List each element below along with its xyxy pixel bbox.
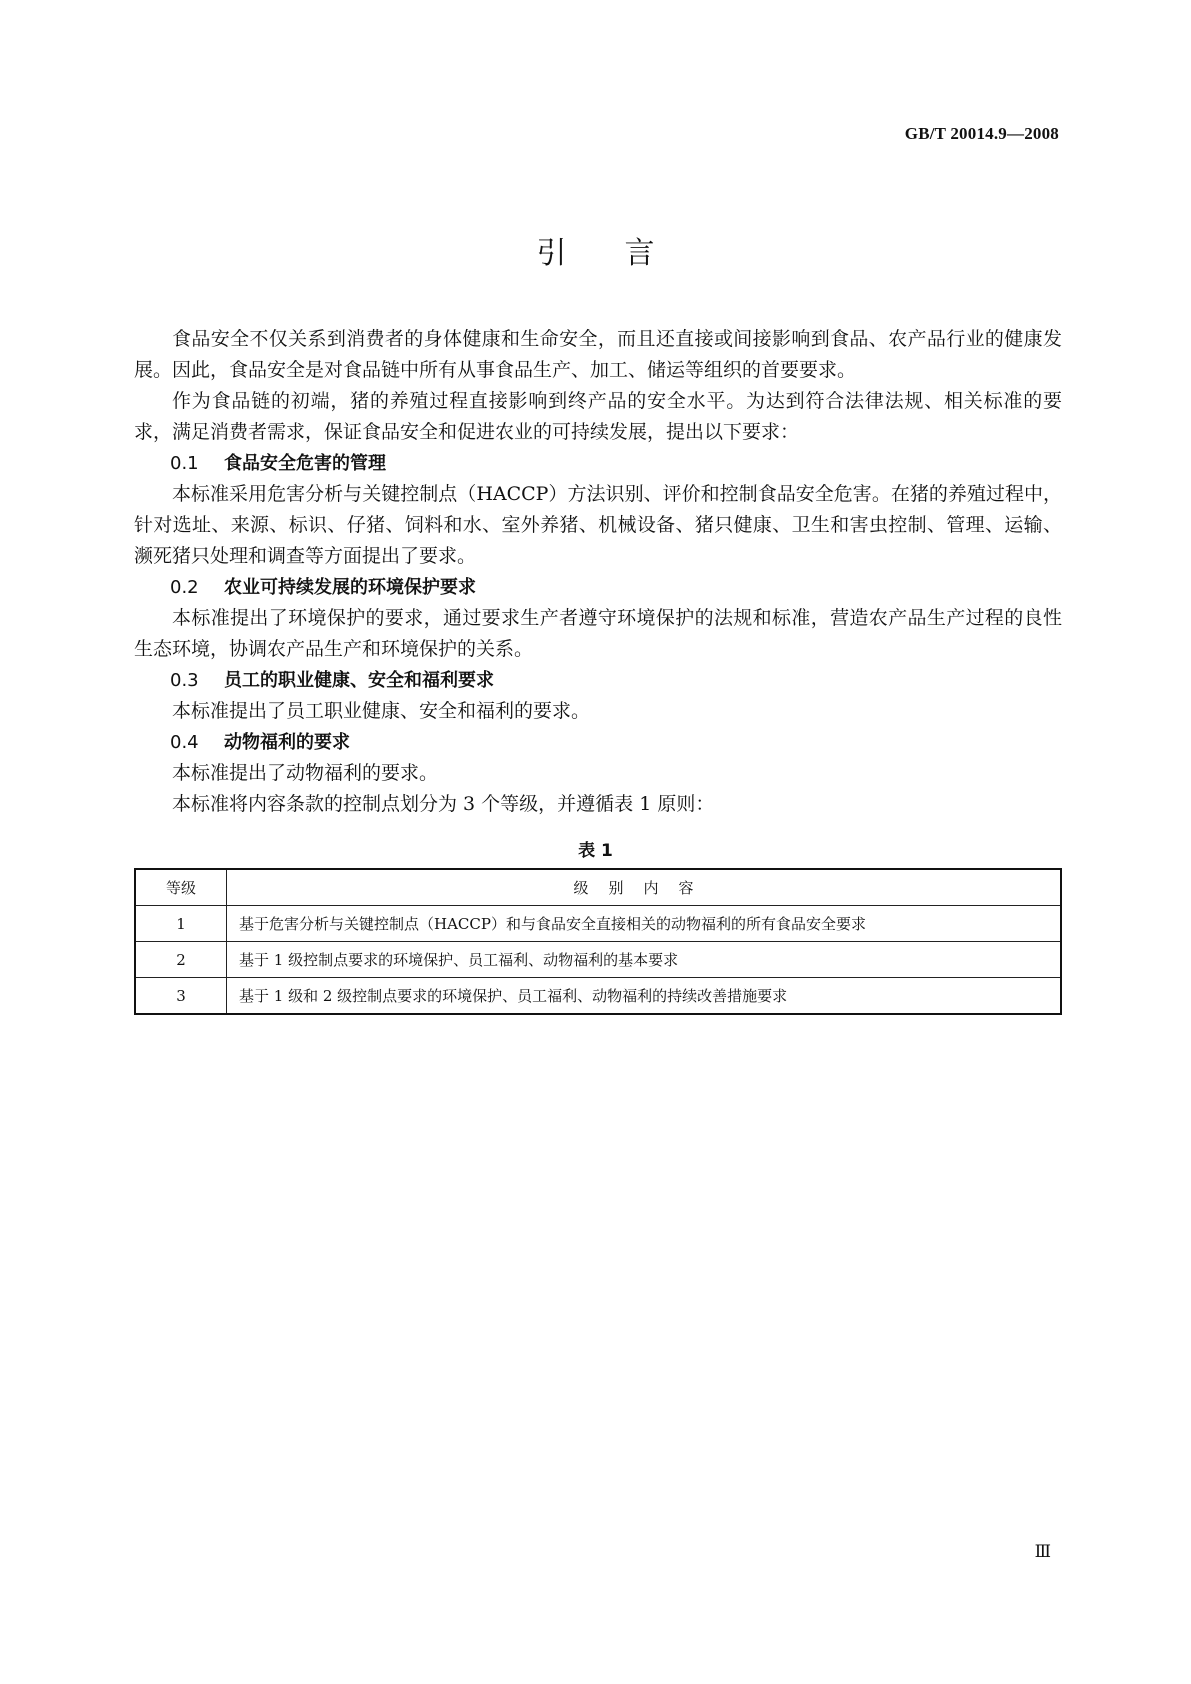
section-title: 食品安全危害的管理 xyxy=(224,453,386,474)
grade-cell: 1 xyxy=(135,906,227,942)
grade-cell: 2 xyxy=(135,942,227,978)
section-number: 0.3 xyxy=(170,670,199,691)
section-number: 0.2 xyxy=(170,577,199,598)
section-heading-0-3 xyxy=(134,665,1062,696)
table-header-row xyxy=(135,869,1061,906)
table-row xyxy=(135,906,1061,942)
section-heading-0-2 xyxy=(134,572,1062,603)
content-cell: 基于危害分析与关键控制点（HACCP）和与食品安全直接相关的动物福利的所有食品安全要求 xyxy=(227,906,1062,942)
content-cell: 基于 1 级控制点要求的环境保护、员工福利、动物福利的基本要求 xyxy=(227,942,1062,978)
section-title: 员工的职业健康、安全和福利要求 xyxy=(224,670,494,691)
standard-code: GB/T 20014.9—2008 xyxy=(904,124,1059,143)
intro-paragraph-1: 食品安全不仅关系到消费者的身体健康和生命安全，而且还直接或间接影响到食品、农产品行业的健康发展。因此，食品安全是对食品链中所有从事食品生产、加工、储运等组织的首要要求。 xyxy=(134,328,1062,381)
grade-table xyxy=(134,868,1062,1015)
header-grade: 等级 xyxy=(135,869,227,906)
table-caption: 表 1 xyxy=(578,841,613,861)
section-title: 动物福利的要求 xyxy=(224,732,350,753)
grade-cell: 3 xyxy=(135,978,227,1015)
document-body xyxy=(134,324,1062,820)
section-heading-0-1 xyxy=(134,448,1062,479)
section-heading-0-4 xyxy=(134,727,1062,758)
page-title: 引言 xyxy=(536,236,713,271)
table-row xyxy=(135,942,1061,978)
intro-paragraph-2: 作为食品链的初端，猪的养殖过程直接影响到终产品的安全水平。为达到符合法律法规、相关标准的要求，满足消费者需求，保证食品安全和促进农业的可持续发展，提出以下要求： xyxy=(134,390,1062,443)
header-content: 级别内容 xyxy=(227,869,1062,906)
section-number: 0.4 xyxy=(170,732,199,753)
section-title: 农业可持续发展的环境保护要求 xyxy=(224,577,476,598)
section-text-0-3: 本标准提出了员工职业健康、安全和福利的要求。 xyxy=(172,700,591,722)
page-number: Ⅲ xyxy=(1034,1542,1051,1561)
table-row xyxy=(135,978,1061,1015)
section-text-0-1: 本标准采用危害分析与关键控制点（HACCP）方法识别、评价和控制食品安全危害。在猪的养殖过程中，针对选址、来源、标识、仔猪、饲料和水、室外养猪、机械设备、猪只健康、卫生和害虫控制、管理、运输、濒死猪只处理和调查等方面提出了要求。 xyxy=(134,483,1062,567)
section-number: 0.1 xyxy=(170,453,199,474)
section-text-0-4: 本标准提出了动物福利的要求。 xyxy=(172,762,439,784)
table-intro-paragraph: 本标准将内容条款的控制点划分为 3 个等级，并遵循表 1 原则： xyxy=(172,793,715,815)
section-text-0-2: 本标准提出了环境保护的要求，通过要求生产者遵守环境保护的法规和标准，营造农产品生产过程的良性生态环境，协调农产品生产和环境保护的关系。 xyxy=(134,607,1062,660)
content-cell: 基于 1 级和 2 级控制点要求的环境保护、员工福利、动物福利的持续改善措施要求 xyxy=(227,978,1062,1015)
